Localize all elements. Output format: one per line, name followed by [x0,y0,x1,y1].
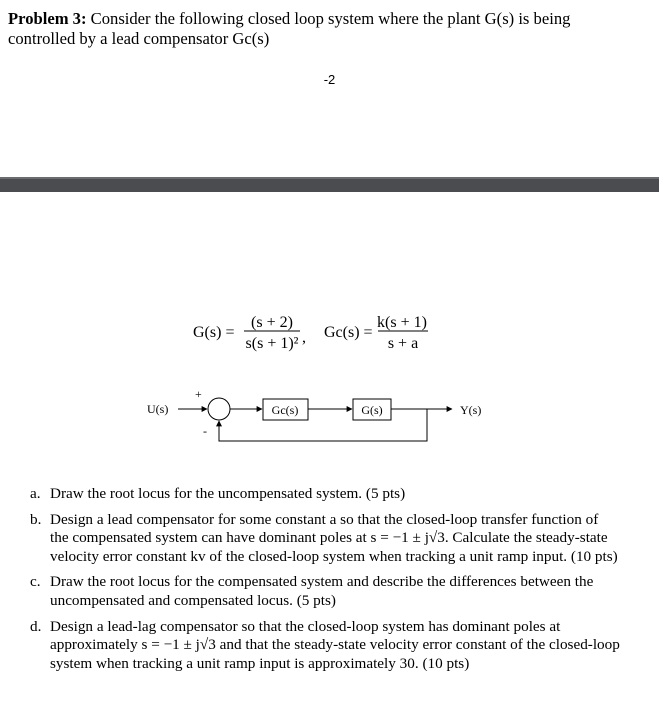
output-label: Y(s) [460,403,482,417]
problem-label: Problem 3: [8,9,87,28]
feedback-path [219,409,427,441]
minus-sign: - [203,424,207,438]
separator-bar [0,177,659,192]
g-lhs: G(s) = [193,324,235,341]
question-c [30,573,620,610]
input-label: U(s) [147,402,169,416]
gc-numerator: k(s + 1) [377,314,427,331]
problem-intro: Consider the following closed loop system where the plant G(s) is being controlled by a lead compensator Gc(s) [8,9,571,48]
question-c-text: Draw the root locus for the compensated system and describe the differences between the uncompensated and compensated locus. (5 pts) [50,573,594,609]
question-a [30,485,620,504]
g-numerator: (s + 2) [251,314,293,331]
separator-highlight [0,177,659,179]
transfer-functions [0,300,659,360]
compensator-label: Gc(s) [271,403,299,417]
question-a-text: Draw the root locus for the uncompensated system. (5 pts) [50,485,406,502]
g-denominator: s(s + 1)² [245,335,299,352]
problem-statement [8,9,628,49]
question-c-label: c. [30,573,41,591]
block-diagram [0,385,659,465]
summing-junction [208,398,230,420]
eq-comma: , [302,329,306,346]
question-b-text: Design a lead compensator for some constant a so that the closed-loop transfer function of the compensated system can have dominant poles at s = −1 ± j√3. Calculate the steady-state velocity error constant kv of the closed-loop system when tracking a unit ramp input. (10 pts) [50,510,618,565]
gc-lhs: Gc(s) = [324,324,373,341]
gc-denominator: s + a [387,335,419,352]
page-number: -2 [323,72,336,87]
plant-label: G(s) [361,403,383,417]
question-d-label: d. [30,617,42,635]
question-d [30,618,620,674]
question-a-label: a. [30,485,41,502]
plus-sign: + [195,387,202,401]
question-b [30,511,620,567]
question-b-label: b. [30,510,42,528]
question-list [30,485,620,680]
question-d-text: Design a lead-lag compensator so that the closed-loop system has dominant poles at approximately s = −1 ± j√3 and that the steady-state velocity error constant of the closed-loop system when tracking a unit ramp input is approximately 30. (10 pts) [50,617,620,672]
